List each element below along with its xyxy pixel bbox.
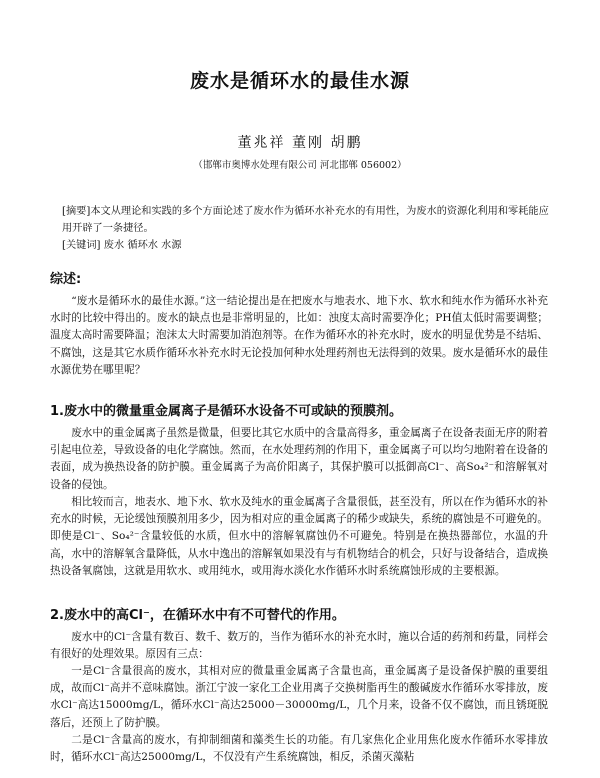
paper-title: 废水是循环水的最佳水源 <box>189 70 410 92</box>
section2-paragraph-1: 废水中的Cl⁻含量有数百、数千、数万的，当作为循环水的补充水时，施以合适的药剂和药量，同样会有很好的处理效果。原因有三点： <box>50 631 548 661</box>
keywords-label: [关键词] <box>62 240 101 251</box>
section1-paragraph-1: 废水中的重金属离子虽然是微量，但要比其它水质中的含量高得多，重金属离子在设备表面无序的附着引起电位差，导致设备的电化学腐蚀。然而，在水处理药剂的作用下，重金属离子可以均匀地附着在设备的表面，成为换热设备的防护膜。重金属离子为高价阳离子，其保护膜可以抵御高Cl⁻、高So₄²⁻和溶解氧对设备的侵蚀。 <box>50 427 548 491</box>
abstract <box>62 203 552 237</box>
section2-heading: 2.废水中的高Cl⁻，在循环水中有不可替代的作用。 <box>50 608 345 623</box>
authors: 董兆祥 董刚 胡鹏 <box>237 135 363 151</box>
abstract-text: 本文从理论和实践的多个方面论述了废水作为循环水补充水的有用性，为废水的资源化利用和零耗能应用开辟了一条捷径。 <box>62 206 549 234</box>
section2-paragraph-3: 二是Cl⁻含量高的废水，有抑制细菌和藻类生长的功能。有几家焦化企业用焦化废水作循环水零排放时，循环水Cl⁻高达25000mg/L，不仅没有产生系统腐蚀，相反，杀菌灭藻粘 <box>50 734 548 764</box>
section1-paragraph-2: 相比较而言，地表水、地下水、软水及纯水的重金属离子含量很低，甚至没有，所以在作为循环水的补充水的时候，无论缓蚀预膜剂用多少，因为相对应的重金属离子的稀少或缺失，系统的腐蚀是不可避免的。即使是Cl⁻、So₄²⁻含量较低的水质，但水中的溶解氧腐蚀仍不可避免。特别是在换热器部位，水温的升高，水中的溶解氧含量降低，从水中逸出的溶解氧如果没有与有机物结合的机会，只好与设备结合，造成换热设备氧腐蚀，这就是用软水、或用纯水，或用海水淡化水作循环水时系统腐蚀形成的主要根源。 <box>50 496 548 577</box>
affiliation: （邯郸市奥博水处理有限公司 河北邯郸 056002） <box>193 160 407 171</box>
abstract-label: [摘要] <box>62 206 91 217</box>
keywords-text: 废水 循环水 水源 <box>103 240 182 251</box>
section1-heading: 1.废水中的微量重金属离子是循环水设备不可或缺的预膜剂。 <box>50 404 402 419</box>
section2-paragraph-2: 一是Cl⁻含量很高的废水，其相对应的微量重金属离子含量也高，重金属离子是设备保护膜的重要组成，故而Cl⁻高并不意味腐蚀。浙江宁波一家化工企业用离子交换树脂再生的酸碱废水作循环水零排放，废水Cl⁻高达15000mg/L，循环水Cl⁻高达25000－30000mg/L，几个月来，设备不仅不腐蚀，而且锈斑脱落后，还预上了防护膜。 <box>50 665 548 729</box>
summary-heading: 综述: <box>50 272 82 287</box>
keywords <box>62 237 552 254</box>
summary-paragraph: “废水是循环水的最佳水源。”这一结论提出是在把废水与地表水、地下水、软水和纯水作为循环水补充水时的比较中得出的。废水的缺点也是非常明显的，比如：浊度太高时需要净化；PH值太低时需要调整；温度太高时需要降温；泡沫太大时需要加消泡剂等。在作为循环水的补充水时，废水的明显优势是不结垢、不腐蚀，这是其它水质作循环水补充水时无论投加何种水处理药剂也无法得到的效果。废水是循环水的最佳水源优势在哪里呢？ <box>50 295 548 376</box>
